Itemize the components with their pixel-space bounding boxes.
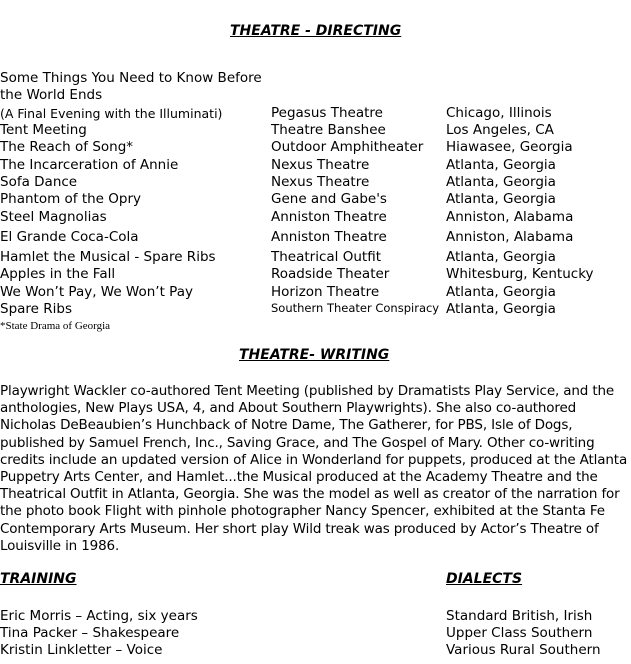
- directing-title: The Reach of Song*: [0, 139, 134, 155]
- directing-title: Tent Meeting: [0, 122, 87, 138]
- directing-location: Anniston, Alabama: [446, 209, 574, 225]
- directing-location: Atlanta, Georgia: [446, 301, 556, 317]
- directing-title: Phantom of the Opry: [0, 191, 142, 207]
- writing-paragraph: Playwright Wackler co-authored Tent Meeting (published by Dramatists Play Service, and the anthologies, New Plays USA, 4, and About Southern Playwrights). She also co-authored Nicholas DeBeaubien’s Hunchback of Notre Dame, The Gatherer, for PBS, Isle of Dogs, published by Samuel French, Inc., Saving Grace, and The Gospel of Mary. Other co-writing credits include an updated version of Alice in Wonderland for puppets, produced at the Atlanta Puppetry Arts Center, and Hamlet...the Musical produced at the Academy Theatre and the Theatrical Outfit in Atlanta, Georgia. She was the model as well as creator of the narration for the photo book Flight with pinhole photographer Nancy Spencer, exhibited at the Stanta Fe Contemporary Arts Museum. Her short play Wild treak was produced by Actor’s Theatre of Louisville in 1986.: [0, 383, 628, 554]
- directing-location: Atlanta, Georgia: [446, 191, 556, 207]
- directing-venue: Pegasus Theatre: [271, 105, 383, 121]
- directing-venue: Outdoor Amphitheater: [271, 139, 424, 155]
- directing-title: Apples in the Fall: [0, 266, 116, 282]
- writing-heading: THEATRE- WRITING: [239, 347, 390, 363]
- directing-first-title-line1: Some Things You Need to Know Before: [0, 70, 262, 86]
- training-heading: TRAINING: [0, 571, 77, 587]
- directing-title: We Won’t Pay, We Won’t Pay: [0, 284, 193, 300]
- directing-venue: Nexus Theatre: [271, 157, 370, 173]
- dialect-item: Various Rural Southern: [446, 642, 601, 658]
- directing-venue: Anniston Theatre: [271, 229, 387, 245]
- dialect-item: Upper Class Southern: [446, 625, 593, 641]
- directing-location: Atlanta, Georgia: [446, 174, 556, 190]
- dialects-list: [446, 608, 601, 659]
- directing-location: Anniston, Alabama: [446, 229, 574, 245]
- directing-first-title-line2: the World Ends: [0, 87, 103, 103]
- dialects-heading: DIALECTS: [446, 571, 523, 587]
- training-item: Kristin Linkletter – Voice: [0, 642, 163, 658]
- directing-venue: Anniston Theatre: [271, 209, 387, 225]
- directing-location: Atlanta, Georgia: [446, 157, 556, 173]
- directing-venue: Theatrical Outfit: [271, 249, 381, 265]
- directing-title: Sofa Dance: [0, 174, 78, 190]
- directing-location: Atlanta, Georgia: [446, 249, 556, 265]
- directing-venue: Southern Theater Conspiracy: [271, 301, 440, 315]
- directing-location: Hiawasee, Georgia: [446, 139, 573, 155]
- dialect-item: Standard British, Irish: [446, 608, 593, 624]
- directing-venue: Gene and Gabe's: [271, 191, 387, 207]
- directing-location: Chicago, Illinois: [446, 105, 552, 121]
- directing-footnote: *State Drama of Georgia: [0, 320, 111, 332]
- training-list: [0, 608, 198, 659]
- training-item: Eric Morris – Acting, six years: [0, 608, 198, 624]
- directing-heading: THEATRE - DIRECTING: [230, 23, 402, 39]
- directing-location: Los Angeles, CA: [446, 122, 554, 138]
- directing-venue: Nexus Theatre: [271, 174, 370, 190]
- directing-venue: Roadside Theater: [271, 266, 390, 282]
- directing-venue: Theatre Banshee: [271, 122, 386, 138]
- directing-location: Atlanta, Georgia: [446, 284, 556, 300]
- directing-location: Whitesburg, Kentucky: [446, 266, 594, 282]
- directing-title: Steel Magnolias: [0, 209, 107, 225]
- directing-title: Hamlet the Musical - Spare Ribs: [0, 249, 216, 265]
- directing-venue: Horizon Theatre: [271, 284, 380, 300]
- directing-title: El Grande Coca-Cola: [0, 229, 139, 245]
- training-item: Tina Packer – Shakespeare: [0, 625, 180, 641]
- directing-first-title-line3: (A Final Evening with the Illuminati): [0, 106, 223, 121]
- directing-title: The Incarceration of Annie: [0, 157, 179, 173]
- directing-title: Spare Ribs: [0, 301, 72, 317]
